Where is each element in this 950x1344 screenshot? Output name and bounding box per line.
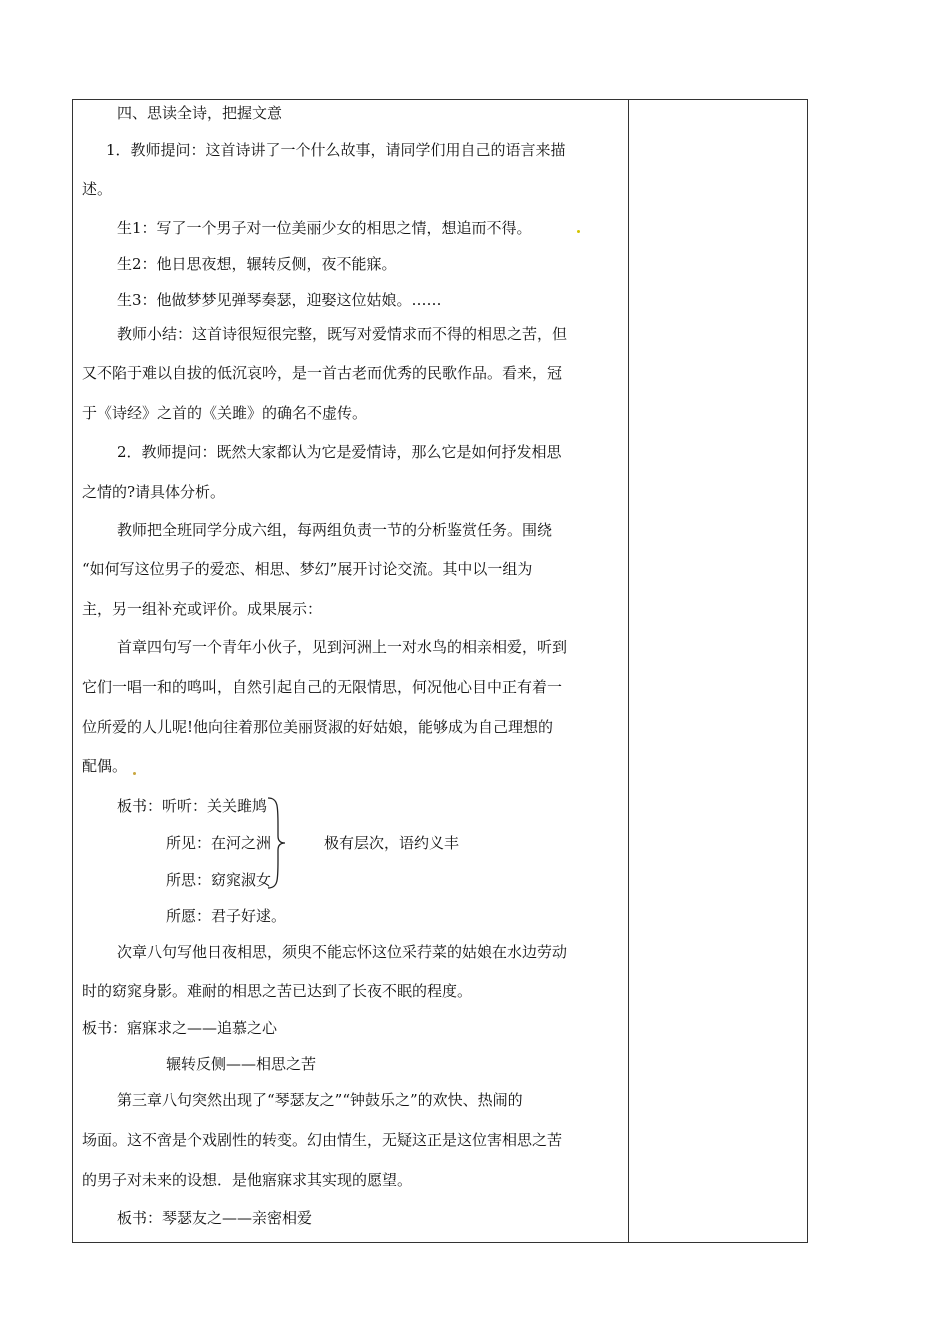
- chapter-3-line-1: 第三章八句突然出现了“琴瑟友之”“钟鼓乐之”的欢快、热闹的: [117, 1091, 523, 1109]
- right-brace-icon: [266, 796, 286, 890]
- chapter-1-line-1: 首章四句写一个青年小伙子，见到河洲上一对水鸟的相亲相爱，听到: [117, 638, 568, 656]
- marker-dot: [577, 230, 580, 233]
- board-1-line-2: 所见：在河之洲: [166, 834, 272, 852]
- grouping-line-1: 教师把全班同学分成六组，每两组负责一节的分析鉴赏任务。围绕: [117, 521, 553, 539]
- board-1-note: 极有层次，语约义丰: [324, 834, 460, 852]
- chapter-1-line-4: 配偶。: [82, 757, 128, 775]
- board-1-line-4: 所愿：君子好逑。: [166, 907, 287, 925]
- question-2-line-2: 之情的?请具体分析。: [82, 483, 226, 501]
- student-answer-1: 生1：写了一个男子对一位美丽少女的相思之情，想追而不得。: [117, 219, 532, 237]
- teacher-summary-line-3: 于《诗经》之首的《关雎》的确名不虚传。: [82, 404, 368, 422]
- section-title: 四、思读全诗，把握文意: [117, 104, 283, 122]
- question-1-line-1: 1．教师提问：这首诗讲了一个什么故事，请同学们用自己的语言来描: [106, 141, 566, 159]
- chapter-2-line-1: 次章八句写他日夜相思，须臾不能忘怀这位采荇菜的姑娘在水边劳动: [117, 943, 568, 961]
- board-3: 板书：琴瑟友之——亲密相爱: [117, 1209, 313, 1227]
- student-answer-3: 生3：他做梦梦见弹琴奏瑟，迎娶这位姑娘。……: [117, 291, 442, 309]
- grouping-line-2: “如何写这位男子的爱恋、相思、梦幻”展开讨论交流。其中以一组为: [82, 560, 533, 578]
- question-2-line-1: 2．教师提问：既然大家都认为它是爱情诗，那么它是如何抒发相思: [117, 443, 562, 461]
- board-2-line-1: 板书：寤寐求之——追慕之心: [82, 1019, 278, 1037]
- teacher-summary-line-2: 又不陷于难以自拔的低沉哀吟，是一首古老而优秀的民歌作品。看来，冠: [82, 364, 563, 382]
- chapter-3-line-2: 场面。这不啻是个戏剧性的转变。幻由情生，无疑这正是这位害相思之苦: [82, 1131, 563, 1149]
- grouping-line-3: 主，另一组补充或评价。成果展示：: [82, 600, 323, 618]
- board-1-line-3: 所思：窈窕淑女: [166, 871, 272, 889]
- student-answer-2: 生2：他日思夜想，辗转反侧，夜不能寐。: [117, 255, 397, 273]
- board-2-line-2: 辗转反侧——相思之苦: [166, 1055, 317, 1073]
- board-1-line-1: 板书：听听：关关雎鸠: [117, 797, 268, 815]
- chapter-3-line-3: 的男子对未来的设想．是他寤寐求其实现的愿望。: [82, 1171, 413, 1189]
- chapter-2-line-2: 时的窈窕身影。难耐的相思之苦已达到了长夜不眠的程度。: [82, 982, 473, 1000]
- question-1-line-2: 述。: [82, 180, 113, 198]
- teacher-summary-line-1: 教师小结：这首诗很短很完整，既写对爱情求而不得的相思之苦，但: [117, 325, 568, 343]
- notes-column: [629, 100, 807, 1242]
- chapter-1-line-2: 它们一唱一和的鸣叫，自然引起自己的无限情思，何况他心目中正有着一: [82, 678, 563, 696]
- marker-dot: [133, 772, 136, 775]
- chapter-1-line-3: 位所爱的人儿呢!他向往着那位美丽贤淑的好姑娘，能够成为自己理想的: [82, 718, 554, 736]
